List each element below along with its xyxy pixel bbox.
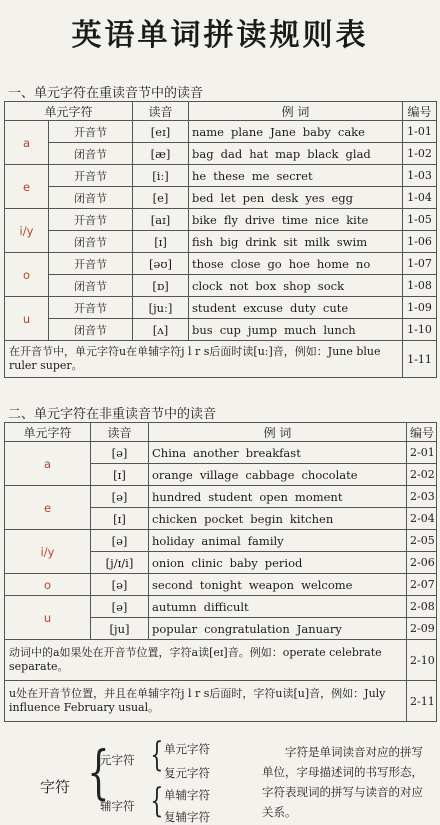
unit-letter: a bbox=[5, 442, 91, 486]
example-word: onion bbox=[152, 555, 185, 570]
table-row bbox=[5, 121, 437, 143]
row-number: 2-08 bbox=[407, 596, 437, 618]
unit-letter: e bbox=[5, 165, 49, 209]
example-word: duty bbox=[290, 300, 316, 315]
phonetic: [juː] bbox=[133, 297, 189, 319]
example-word: student bbox=[208, 489, 253, 504]
example-word: black bbox=[307, 146, 339, 161]
syllable-type: 开音节 bbox=[49, 209, 133, 231]
example-word: fish bbox=[192, 234, 213, 249]
example-word: village bbox=[199, 467, 239, 482]
header-examples: 例 词 bbox=[149, 423, 407, 442]
example-word: congratulation bbox=[204, 621, 290, 636]
phonetic: [ɒ] bbox=[133, 275, 189, 297]
table-row bbox=[5, 596, 437, 618]
phonetic: [j/ɪ/i] bbox=[91, 552, 149, 574]
example-word: animal bbox=[201, 533, 241, 548]
row-number: 2-11 bbox=[407, 681, 437, 722]
example-word: sit bbox=[283, 234, 298, 249]
phonetic: [æ] bbox=[133, 143, 189, 165]
syllable-type: 闭音节 bbox=[49, 187, 133, 209]
phonetic: [ə] bbox=[91, 530, 149, 552]
root-label: 字符 bbox=[40, 778, 71, 796]
rule-note: 在开音节中，单元字符u在单辅字符j l r s后面时读[uː]音，例如：June blue ruler super。 bbox=[5, 341, 403, 378]
example-word: China bbox=[152, 445, 187, 460]
example-words bbox=[189, 253, 403, 275]
syllable-type: 开音节 bbox=[49, 165, 133, 187]
row-number: 1-11 bbox=[403, 341, 437, 378]
example-words bbox=[149, 464, 407, 486]
branch-item: 复辅字符 bbox=[164, 810, 210, 824]
example-word: student bbox=[192, 300, 237, 315]
example-word: tonight bbox=[199, 577, 242, 592]
example-word: clinic bbox=[191, 555, 223, 570]
unit-letter: o bbox=[5, 253, 49, 297]
example-words bbox=[149, 596, 407, 618]
example-word: sock bbox=[317, 278, 345, 293]
example-words bbox=[189, 143, 403, 165]
syllable-type: 开音节 bbox=[49, 297, 133, 319]
phonetic: [ɪ] bbox=[91, 508, 149, 530]
unit-letter: a bbox=[5, 121, 49, 165]
phonetic: [aɪ] bbox=[133, 209, 189, 231]
phonetic: [eɪ] bbox=[133, 121, 189, 143]
table-row bbox=[5, 187, 437, 209]
example-word: cute bbox=[322, 300, 349, 315]
header-examples: 例 词 bbox=[189, 102, 403, 121]
example-word: these bbox=[213, 168, 245, 183]
row-number: 2-09 bbox=[407, 618, 437, 640]
table-row bbox=[5, 231, 437, 253]
table-row bbox=[5, 442, 437, 464]
example-word: weapon bbox=[248, 577, 295, 592]
example-word: kite bbox=[346, 212, 369, 227]
example-word: clock bbox=[192, 278, 223, 293]
phonetic: [ə] bbox=[91, 574, 149, 596]
example-word: cabbage bbox=[245, 467, 295, 482]
table-row bbox=[5, 165, 437, 187]
example-word: plane bbox=[231, 124, 264, 139]
row-number: 1-09 bbox=[403, 297, 437, 319]
example-word: those bbox=[192, 256, 224, 271]
note-row bbox=[5, 341, 437, 378]
page-title: 英语单词拼读规则表 bbox=[71, 18, 369, 53]
example-word: drink bbox=[245, 234, 277, 249]
row-number: 2-03 bbox=[407, 486, 437, 508]
example-words bbox=[149, 574, 407, 596]
note-row bbox=[5, 640, 437, 681]
example-word: shop bbox=[283, 278, 311, 293]
example-word: excuse bbox=[243, 300, 283, 315]
example-words bbox=[189, 209, 403, 231]
example-word: swim bbox=[336, 234, 368, 249]
example-word: chocolate bbox=[301, 467, 358, 482]
example-word: hoe bbox=[288, 256, 310, 271]
row-number: 1-06 bbox=[403, 231, 437, 253]
header-number: 编号 bbox=[407, 423, 437, 442]
example-word: welcome bbox=[301, 577, 353, 592]
example-word: family bbox=[247, 533, 284, 548]
unstressed-syllable-table bbox=[4, 422, 437, 722]
character-classification bbox=[0, 728, 440, 825]
phonetic: [ju] bbox=[91, 618, 149, 640]
example-word: yes bbox=[305, 190, 325, 205]
example-word: much bbox=[284, 322, 317, 337]
example-words bbox=[149, 508, 407, 530]
example-word: second bbox=[152, 577, 193, 592]
example-word: desk bbox=[271, 190, 299, 205]
example-word: home bbox=[316, 256, 349, 271]
description: 字符是单词读音对应的拼写单位，字母描述词的书写形态，字符表现词的拼写与读音的对应关系。 bbox=[262, 745, 423, 819]
unit-letter: e bbox=[5, 486, 91, 530]
header-unit: 单元字符 bbox=[5, 102, 133, 121]
section1-heading: 一、单元字符在重读音节中的读音 bbox=[8, 86, 204, 101]
example-word: lunch bbox=[323, 322, 356, 337]
syllable-type: 开音节 bbox=[49, 253, 133, 275]
example-word: egg bbox=[331, 190, 354, 205]
example-word: begin bbox=[250, 511, 283, 526]
row-number: 1-10 bbox=[403, 319, 437, 341]
row-number: 1-08 bbox=[403, 275, 437, 297]
unit-letter: i/y bbox=[5, 530, 91, 574]
row-number: 1-02 bbox=[403, 143, 437, 165]
example-word: drive bbox=[245, 212, 275, 227]
example-words bbox=[189, 231, 403, 253]
example-word: holiday bbox=[152, 533, 195, 548]
example-word: breakfast bbox=[245, 445, 301, 460]
example-word: popular bbox=[152, 621, 198, 636]
brace-icon: { bbox=[150, 781, 164, 821]
rule-note: 动词中的a如果处在开音节位置，字符a读[eɪ]音。例如：operate celebrate separate。 bbox=[5, 640, 407, 681]
brace-icon: { bbox=[87, 738, 110, 806]
example-word: open bbox=[259, 489, 288, 504]
unit-letter: o bbox=[5, 574, 91, 596]
example-word: name bbox=[192, 124, 224, 139]
example-word: dad bbox=[220, 146, 243, 161]
example-word: secret bbox=[276, 168, 313, 183]
row-number: 2-10 bbox=[407, 640, 437, 681]
syllable-type: 闭音节 bbox=[49, 275, 133, 297]
phonetic: [ɪ] bbox=[133, 231, 189, 253]
row-number: 1-01 bbox=[403, 121, 437, 143]
row-number: 2-05 bbox=[407, 530, 437, 552]
header-sound: 读音 bbox=[133, 102, 189, 121]
row-number: 2-07 bbox=[407, 574, 437, 596]
phonetic: [ə] bbox=[91, 486, 149, 508]
example-word: bed bbox=[192, 190, 214, 205]
row-number: 1-04 bbox=[403, 187, 437, 209]
branch-label: 辅字符 bbox=[100, 799, 135, 813]
branch-label: 元字符 bbox=[100, 753, 135, 767]
example-word: moment bbox=[294, 489, 343, 504]
branch-item: 单元字符 bbox=[164, 742, 210, 756]
example-word: difficult bbox=[203, 599, 249, 614]
example-words bbox=[189, 275, 403, 297]
header-number: 编号 bbox=[403, 102, 437, 121]
table-row bbox=[5, 253, 437, 275]
example-word: baby bbox=[229, 555, 258, 570]
example-word: jump bbox=[247, 322, 278, 337]
example-word: hat bbox=[249, 146, 269, 161]
unit-letter: i/y bbox=[5, 209, 49, 253]
branch-item: 复元字符 bbox=[164, 766, 210, 780]
example-words bbox=[189, 319, 403, 341]
example-word: autumn bbox=[152, 599, 197, 614]
example-words bbox=[189, 187, 403, 209]
branch-item: 单辅字符 bbox=[164, 788, 210, 802]
example-word: nice bbox=[314, 212, 340, 227]
phonetic: [ɪ] bbox=[91, 464, 149, 486]
example-word: let bbox=[220, 190, 236, 205]
example-words bbox=[189, 165, 403, 187]
example-word: Jane bbox=[270, 124, 296, 139]
phonetic: [ə] bbox=[91, 596, 149, 618]
phonetic: [ʌ] bbox=[133, 319, 189, 341]
example-word: no bbox=[355, 256, 371, 271]
note-row bbox=[5, 681, 437, 722]
row-number: 1-05 bbox=[403, 209, 437, 231]
example-words bbox=[149, 486, 407, 508]
example-word: cup bbox=[219, 322, 241, 337]
phonetic: [iː] bbox=[133, 165, 189, 187]
table-row bbox=[5, 319, 437, 341]
header-sound: 读音 bbox=[91, 423, 149, 442]
example-word: cake bbox=[337, 124, 365, 139]
example-word: big bbox=[220, 234, 239, 249]
row-number: 1-03 bbox=[403, 165, 437, 187]
unit-letter: u bbox=[5, 297, 49, 341]
syllable-type: 闭音节 bbox=[49, 231, 133, 253]
row-number: 2-04 bbox=[407, 508, 437, 530]
syllable-type: 闭音节 bbox=[49, 319, 133, 341]
example-word: another bbox=[193, 445, 239, 460]
example-word: glad bbox=[345, 146, 371, 161]
example-word: pocket bbox=[204, 511, 244, 526]
example-words bbox=[149, 552, 407, 574]
table-row bbox=[5, 574, 437, 596]
example-words bbox=[149, 530, 407, 552]
example-word: bag bbox=[192, 146, 214, 161]
table-row bbox=[5, 486, 437, 508]
example-word: period bbox=[264, 555, 303, 570]
example-word: milk bbox=[304, 234, 330, 249]
section2-heading: 二、单元字符在非重读音节中的读音 bbox=[8, 407, 217, 422]
example-word: kitchen bbox=[289, 511, 334, 526]
example-word: bike bbox=[192, 212, 217, 227]
example-word: pen bbox=[242, 190, 265, 205]
table-row bbox=[5, 275, 437, 297]
example-word: baby bbox=[302, 124, 331, 139]
example-word: go bbox=[267, 256, 282, 271]
row-number: 2-02 bbox=[407, 464, 437, 486]
table-row bbox=[5, 143, 437, 165]
example-words bbox=[189, 121, 403, 143]
row-number: 2-06 bbox=[407, 552, 437, 574]
example-word: close bbox=[230, 256, 261, 271]
example-words bbox=[149, 618, 407, 640]
row-number: 2-01 bbox=[407, 442, 437, 464]
example-word: orange bbox=[152, 467, 193, 482]
syllable-type: 闭音节 bbox=[49, 143, 133, 165]
example-word: time bbox=[281, 212, 308, 227]
table-row bbox=[5, 297, 437, 319]
phonetic: [ə] bbox=[91, 442, 149, 464]
example-word: fly bbox=[223, 212, 239, 227]
example-word: hundred bbox=[152, 489, 202, 504]
rule-note: u处在开音节位置，并且在单辅字符j l r s后面时，字符u读[u]音，例如：July influence February usual。 bbox=[5, 681, 407, 722]
table-row bbox=[5, 209, 437, 231]
example-word: box bbox=[255, 278, 277, 293]
syllable-type: 开音节 bbox=[49, 121, 133, 143]
phonetic: [əʊ] bbox=[133, 253, 189, 275]
stressed-syllable-table bbox=[4, 101, 437, 378]
example-word: January bbox=[296, 621, 342, 636]
example-word: bus bbox=[192, 322, 213, 337]
example-word: he bbox=[192, 168, 207, 183]
brace-icon: { bbox=[150, 735, 164, 775]
example-words bbox=[189, 297, 403, 319]
example-word: map bbox=[275, 146, 301, 161]
unit-letter: u bbox=[5, 596, 91, 640]
example-word: me bbox=[251, 168, 270, 183]
row-number: 1-07 bbox=[403, 253, 437, 275]
header-unit: 单元字符 bbox=[5, 423, 91, 442]
example-words bbox=[149, 442, 407, 464]
table-row bbox=[5, 530, 437, 552]
example-word: chicken bbox=[152, 511, 198, 526]
phonetic: [e] bbox=[133, 187, 189, 209]
example-word: not bbox=[229, 278, 249, 293]
